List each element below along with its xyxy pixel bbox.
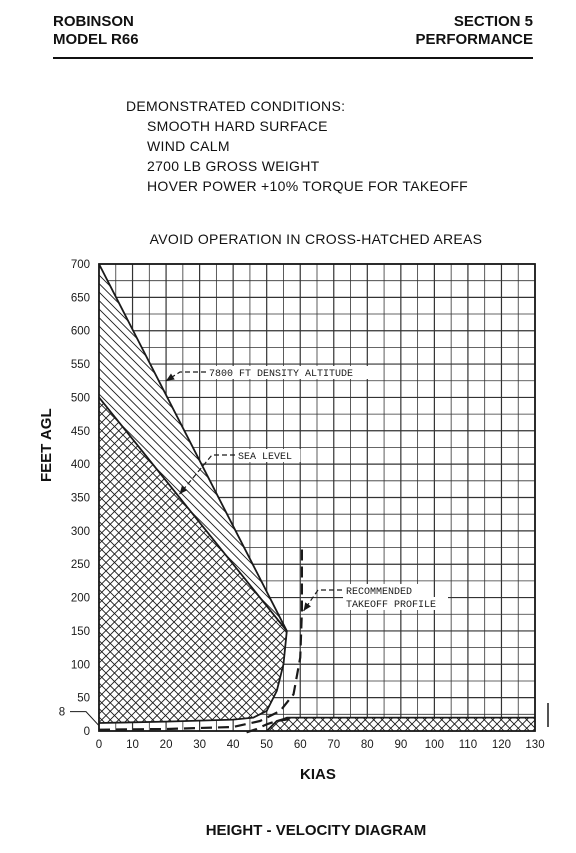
hatch-line xyxy=(530,0,576,853)
hatch-line xyxy=(555,0,576,853)
hatch-line xyxy=(572,0,576,853)
y-extra-tick-leader xyxy=(70,712,99,726)
manufacturer-name: ROBINSON xyxy=(53,13,134,30)
hatch-line xyxy=(538,0,576,853)
x-tick-label: 120 xyxy=(491,739,512,751)
x-tick-label: 60 xyxy=(293,739,307,751)
hatch-line xyxy=(538,0,576,853)
hatch-line xyxy=(0,0,65,853)
section-title: PERFORMANCE xyxy=(415,31,533,48)
hatch-line xyxy=(555,0,576,853)
y-tick-label: 0 xyxy=(83,726,90,738)
y-extra-tick-label: 8 xyxy=(58,706,66,719)
hatch-line xyxy=(0,0,6,853)
hatch-line xyxy=(0,0,40,853)
diagram-title: HEIGHT - VELOCITY DIAGRAM xyxy=(205,822,427,839)
hatch-line xyxy=(0,0,23,853)
hatch-line xyxy=(572,0,576,853)
hatch-line xyxy=(0,0,74,853)
hatch-line xyxy=(0,0,74,853)
hatch-line xyxy=(564,0,576,853)
hatch-line xyxy=(555,0,576,853)
y-tick-label: 250 xyxy=(70,559,90,572)
section-number: SECTION 5 xyxy=(453,13,533,30)
x-tick-label: 110 xyxy=(458,739,478,751)
x-tick-label: 130 xyxy=(525,739,545,751)
hatch-line xyxy=(0,0,14,853)
annotation-label: SEA LEVEL xyxy=(238,452,293,463)
hatch-line xyxy=(0,0,31,853)
hatch-line xyxy=(0,0,23,853)
hatch-line xyxy=(564,0,576,853)
hatch-line xyxy=(0,0,74,853)
hatch-line xyxy=(0,0,31,853)
avoid-notice: AVOID OPERATION IN CROSS-HATCHED AREAS xyxy=(149,231,483,247)
hatch-line xyxy=(530,0,576,853)
hatch-line xyxy=(547,0,576,853)
hatch-line xyxy=(555,0,576,853)
y-tick-label: 600 xyxy=(70,325,90,338)
annotation-label: TAKEOFF PROFILE xyxy=(346,600,437,611)
y-tick-label: 50 xyxy=(77,692,90,705)
hatch-line xyxy=(547,0,576,853)
hatch-line xyxy=(530,0,576,853)
x-tick-label: 100 xyxy=(424,739,444,751)
annotation-leader xyxy=(304,590,342,611)
x-tick-label: 20 xyxy=(159,739,173,751)
hatch-line xyxy=(0,0,14,853)
hatch-line xyxy=(0,0,14,853)
model-name: MODEL R66 xyxy=(53,31,139,48)
annotation-label: 7800 FT DENSITY ALTITUDE xyxy=(209,369,354,380)
hatch-line xyxy=(538,0,576,853)
hatch-line xyxy=(0,0,74,853)
hatch-line xyxy=(0,0,74,853)
hatch-line xyxy=(547,0,576,853)
hatch-line xyxy=(0,0,65,853)
hatch-line xyxy=(0,0,40,853)
x-tick-label: 70 xyxy=(327,739,341,751)
hatch-line xyxy=(0,0,14,853)
y-tick-label: 500 xyxy=(70,392,90,405)
annotation-label: RECOMMENDED xyxy=(346,587,413,598)
hatch-line xyxy=(0,0,23,853)
hatch-line xyxy=(564,0,576,853)
conditions-heading: DEMONSTRATED CONDITIONS: xyxy=(126,98,346,114)
hatch-line xyxy=(564,0,576,853)
hatch-line xyxy=(0,0,6,853)
hatch-line xyxy=(0,0,6,853)
hatch-line xyxy=(0,0,65,853)
y-tick-label: 400 xyxy=(70,459,90,472)
y-tick-label: 150 xyxy=(70,625,90,638)
condition-item: HOVER POWER +10% TORQUE FOR TAKEOFF xyxy=(147,178,469,194)
hatch-line xyxy=(0,0,40,853)
annotation-arrowhead xyxy=(304,602,311,611)
x-tick-label: 40 xyxy=(226,739,240,751)
hatch-line xyxy=(547,0,576,853)
y-tick-label: 550 xyxy=(70,359,90,372)
hatch-line xyxy=(0,0,31,853)
condition-item: WIND CALM xyxy=(147,138,230,154)
x-axis-label: KIAS xyxy=(300,766,336,783)
hatch-line xyxy=(572,0,576,853)
hatch-line xyxy=(0,0,23,853)
condition-item: SMOOTH HARD SURFACE xyxy=(147,118,328,134)
hatch-line xyxy=(0,0,31,853)
x-tick-label: 90 xyxy=(394,739,408,751)
hatch-line xyxy=(0,0,6,853)
y-tick-label: 450 xyxy=(70,425,90,438)
hatch-line xyxy=(0,0,40,853)
y-tick-label: 200 xyxy=(70,592,90,605)
hatch-line xyxy=(0,0,14,853)
hatch-line xyxy=(0,0,23,853)
condition-item: 2700 LB GROSS WEIGHT xyxy=(147,158,320,174)
y-tick-label: 100 xyxy=(70,659,90,672)
hatch-line xyxy=(0,0,6,853)
hatch-line xyxy=(547,0,576,853)
x-tick-label: 30 xyxy=(193,739,207,751)
x-tick-label: 0 xyxy=(95,739,103,751)
hatch-line xyxy=(0,0,65,853)
hatch-line xyxy=(564,0,576,853)
hatch-line xyxy=(555,0,576,853)
y-axis-label: FEET AGL xyxy=(38,408,55,482)
hatch-line xyxy=(530,0,576,853)
y-tick-label: 350 xyxy=(70,492,90,505)
x-tick-label: 80 xyxy=(360,739,374,751)
hatch-line xyxy=(0,0,40,853)
hatch-line xyxy=(572,0,576,853)
hatch-line xyxy=(0,0,65,853)
hatch-line xyxy=(0,0,31,853)
x-tick-label: 10 xyxy=(126,739,139,751)
hatch-line xyxy=(530,0,576,853)
hatch-line xyxy=(572,0,576,853)
x-tick-label: 50 xyxy=(260,739,274,751)
hatch-line xyxy=(538,0,576,853)
hatch-line xyxy=(538,0,576,853)
y-tick-label: 650 xyxy=(70,292,90,305)
y-tick-label: 700 xyxy=(70,259,90,271)
annotation-arrowhead xyxy=(166,374,175,381)
y-tick-label: 300 xyxy=(70,525,90,538)
